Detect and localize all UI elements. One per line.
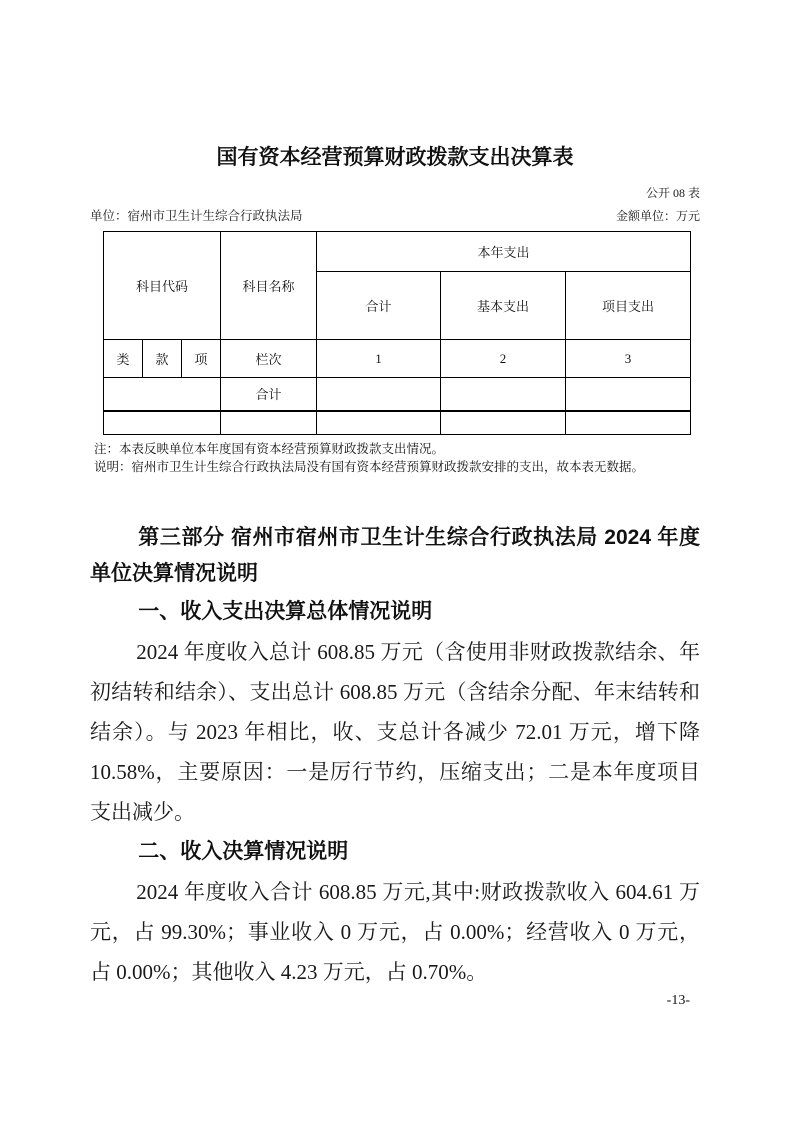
table-notes (90, 441, 700, 475)
table-row-total (104, 378, 691, 411)
table-meta-row (90, 208, 700, 224)
section2-paragraph: 2024 年度收入合计 608.85 万元,其中:财政拨款收入 604.61 万元，占 99.30%；事业收入 0 万元，占 0.00%；经营收入 0 万元，占 0.00%；其他收入 4.23 万元，占 0.70%。 (90, 880, 700, 984)
header-subject-name: 科目名称 (221, 232, 317, 340)
index-col-1: 1 (317, 340, 441, 378)
cell-basic (441, 411, 566, 435)
description-line: 说明：宿州市卫生计生综合行政执法局没有国有资本经营预算财政拨款安排的支出，故本表无数据。 (94, 460, 645, 474)
cell-name: 合计 (221, 378, 317, 411)
header-subject-code: 科目代码 (104, 232, 221, 340)
cell-code (104, 378, 221, 411)
table-row-empty (104, 411, 691, 435)
cell-total (317, 411, 441, 435)
section2-title: 二、收入决算情况说明 (138, 840, 349, 863)
cell-code (104, 411, 221, 435)
cell-total (317, 378, 441, 411)
form-code-label: 公开 08 表 (645, 186, 700, 200)
page-content (90, 0, 700, 992)
table-index-row (104, 340, 691, 378)
header-project-expenditure: 项目支出 (566, 272, 691, 340)
table-header-row-1 (104, 232, 691, 272)
index-row-label: 栏次 (221, 340, 317, 378)
document-title: 国有资本经营预算财政拨款支出决算表 (216, 146, 574, 169)
cell-basic (441, 378, 566, 411)
section1-paragraph: 2024 年度收入总计 608.85 万元（含使用非财政拨款结余、年初结转和结余）、支出总计 608.85 万元（含结余分配、年末结转和结余）。与 2023 年相比，收、支总计各减少 72.01 万元，增下降 10.58%，主要原因：一是厉行节约，压缩支出；二是本年度项目支出减少。 (90, 640, 700, 824)
part3-heading: 第三部分 宿州市宿州市卫生计生综合行政执法局 2024 年度单位决算情况说明 (90, 526, 700, 585)
amount-unit-label: 金额单位：万元 (615, 209, 700, 223)
cell-name (221, 411, 317, 435)
code-col-entry: 项 (182, 340, 221, 378)
unit-label: 单位：宿州市卫生计生综合行政执法局 (90, 209, 303, 223)
cell-project (566, 411, 691, 435)
header-total: 合计 (317, 272, 441, 340)
section1-title: 一、收入支出决算总体情况说明 (138, 600, 433, 623)
header-current-year-expenditure: 本年支出 (317, 232, 691, 272)
code-col-item: 款 (143, 340, 182, 378)
index-col-2: 2 (441, 340, 566, 378)
code-col-class: 类 (104, 340, 143, 378)
page-number: -13- (666, 993, 690, 1008)
note-line: 注：本表反映单位本年度国有资本经营预算财政拨款支出情况。 (94, 442, 445, 456)
index-col-3: 3 (566, 340, 691, 378)
cell-project (566, 378, 691, 411)
expenditure-table (103, 231, 691, 435)
header-basic-expenditure: 基本支出 (441, 272, 566, 340)
